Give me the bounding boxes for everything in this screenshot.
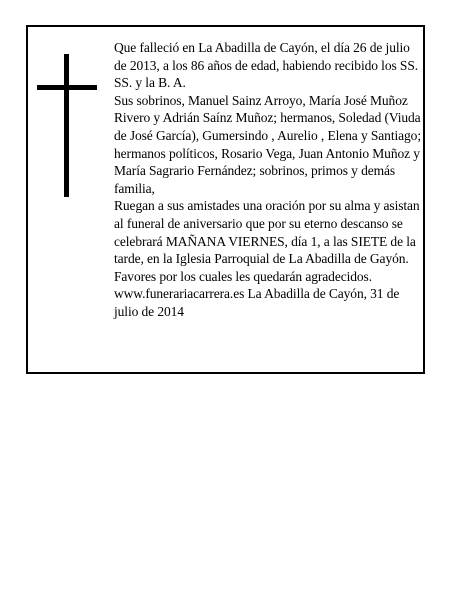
source-and-date-paragraph: www.funerariacarrera.es La Abadilla de Cayón, 31 de julio de 2014 <box>114 286 400 319</box>
cross-upright <box>64 54 69 197</box>
death-details-paragraph: Que falleció en La Abadilla de Cayón, el día 26 de julio de 2013, a los 86 años de edad, habiendo recibido los SS. SS. y la B. A. <box>114 40 418 91</box>
cross-crossbar <box>37 85 97 90</box>
obituary-text <box>114 39 422 321</box>
family-paragraph: Sus sobrinos, Manuel Sainz Arroyo, María José Muñoz Rivero y Adrián Saínz Muñoz; hermanos, Soledad (Viuda de José García), Gumersindo , Aurelio , Elena y Santiago; hermanos políticos, Rosario Vega, Juan Antonio Muñoz y María Sagrario Fernández; sobrinos, primos y demás familia, <box>114 92 421 196</box>
funeral-invitation-paragraph: Ruegan a sus amistades una oración por su alma y asistan al funeral de aniversario que por su eterno descanso se celebrará MAÑANA VIERNES, día 1, a las SIETE de la tarde, en la Iglesia Parroquial de La Abadilla de Gayón. Favores por los cuales les quedarán agradecidos. <box>114 198 420 284</box>
latin-cross-icon <box>37 54 97 197</box>
